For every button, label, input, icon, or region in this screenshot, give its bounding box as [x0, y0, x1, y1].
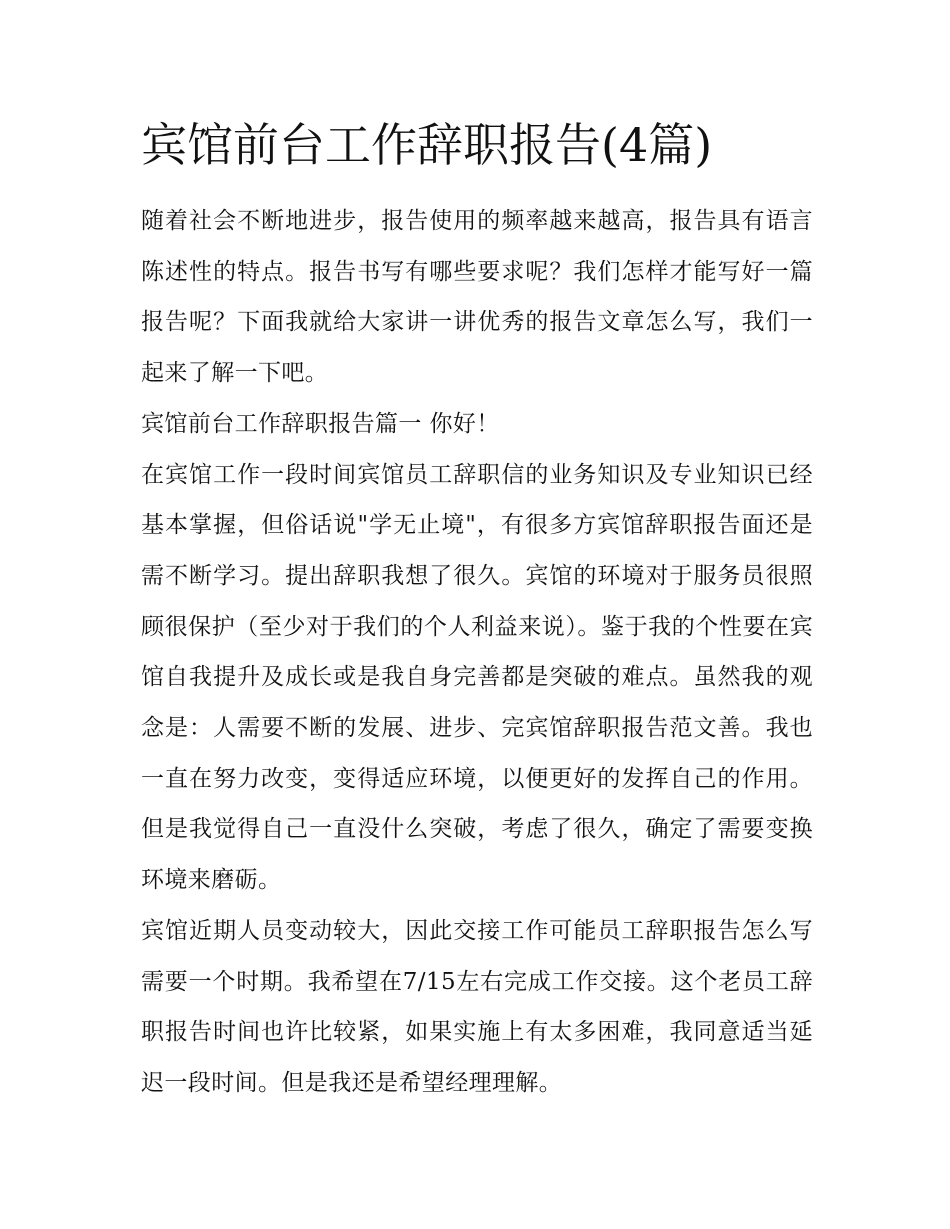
document-body: [141, 196, 813, 1109]
document-page: [141, 112, 813, 1109]
body-paragraph: 在宾馆工作一段时间宾馆员工辞职信的业务知识及专业知识已经基本掌握，但俗话说"学无止境"，有很多方宾馆辞职报告面还是需不断学习。提出辞职我想了很久。宾馆的环境对于服务员很照顾很保护（至少对于我们的个人利益来说）。鉴于我的个性要在宾馆自我提升及成长或是我自身完善都是突破的难点。虽然我的观念是：人需要不断的发展、进步、完宾馆辞职报告范文善。我也一直在努力改变，变得适应环境，以便更好的发挥自己的作用。但是我觉得自己一直没什么突破，考虑了很久，确定了需要变换环境来磨砺。: [141, 461, 813, 894]
section-heading-paragraph: 宾馆前台工作辞职报告篇一 你好！: [141, 410, 500, 437]
intro-paragraph: 随着社会不断地进步，报告使用的频率越来越高，报告具有语言陈述性的特点。报告书写有哪些要求呢？我们怎样才能写好一篇报告呢？下面我就给大家讲一讲优秀的报告文章怎么写，我们一起来了解一下吧。: [141, 208, 813, 387]
body-paragraph: 宾馆近期人员变动较大，因此交接工作可能员工辞职报告怎么写需要一个时期。我希望在7/15左右完成工作交接。这个老员工辞职报告时间也许比较紧，如果实施上有太多困难，我同意适当延迟一段时间。但是我还是希望经理理解。: [141, 917, 813, 1096]
document-title: 宾馆前台工作辞职报告(4篇): [141, 118, 713, 172]
